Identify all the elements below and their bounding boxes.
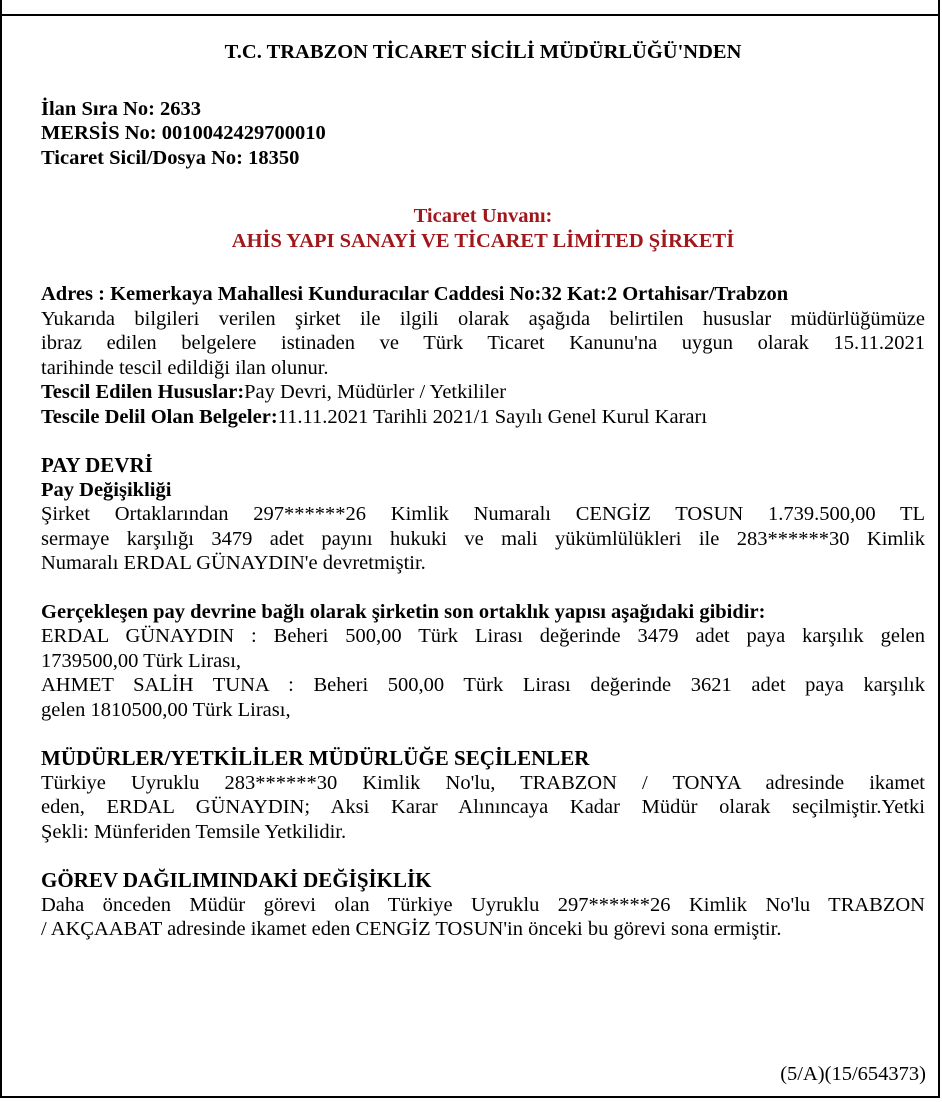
sicil-label: Ticaret Sicil/Dosya No: xyxy=(41,146,249,169)
ilan-sira-no xyxy=(41,97,925,122)
ortak-1-line-1: ERDAL GÜNAYDIN : Beheri 500,00 Türk Lirası değerinde 3479 adet paya karşılık gelen xyxy=(41,625,925,647)
ilan-value: 2633 xyxy=(160,97,202,120)
pay-devri-line-2: sermaye karşılığı 3479 adet payını hukuki ve mali yükümlülükleri ile 283******30 Kimlik xyxy=(41,527,925,550)
belgeler-line xyxy=(41,405,925,430)
page-title: T.C. TRABZON TİCARET SİCİLİ MÜDÜRLÜĞÜ'NDEN xyxy=(224,41,742,63)
mudurler-line-2: eden, ERDAL GÜNAYDIN; Aksi Karar Alınıncaya Kadar Müdür olarak seçilmiştir.Yetki xyxy=(41,796,925,818)
announcement-code: (5/A)(15/654373) xyxy=(780,1063,926,1085)
mersis-label: MERSİS No: xyxy=(41,122,162,144)
frame-top-border xyxy=(0,14,940,16)
ilan-label: İlan Sıra No: xyxy=(41,97,161,120)
address-label: Adres : xyxy=(41,283,111,305)
pay-devri-line-1: Şirket Ortaklarından 297******26 Kimlik Numaralı CENGİZ TOSUN 1.739.500,00 TL xyxy=(41,503,925,525)
gorev-line-2: / AKÇAABAT adresinde ikamet eden CENGİZ TOSUN'in önceki bu görevi sona ermiştir. xyxy=(41,918,782,940)
pay-devri-section xyxy=(41,453,925,576)
mersis-value: 0010042429700010 xyxy=(161,122,326,144)
ortak-2-line-1: AHMET SALİH TUNA : Beheri 500,00 Türk Lirası değerinde 3621 adet paya karşılık xyxy=(41,674,925,696)
intro-line-2: ibraz edilen belgelere istinaden ve Türk Ticaret Kanunu'na uygun olarak 15.11.2021 xyxy=(41,332,925,354)
tescil-value: Pay Devri, Müdürler / Yetkililer xyxy=(244,381,507,403)
pay-devri-line-3: Numaralı ERDAL GÜNAYDIN'e devretmiştir. xyxy=(41,552,426,574)
tescil-label: Tescil Edilen Hususlar: xyxy=(41,381,245,403)
trade-name-label: Ticaret Unvanı: xyxy=(413,205,553,227)
pay-devri-title: PAY DEVRİ xyxy=(41,453,153,477)
ortak-2-line-2: gelen 1810500,00 Türk Lirası, xyxy=(41,698,291,721)
intro-line-3: tarihinde tescil edildiği ilan olunur. xyxy=(41,356,329,379)
announcement-body xyxy=(41,40,925,942)
address-line xyxy=(41,282,925,307)
mersis-no xyxy=(41,121,925,146)
mudurler-section xyxy=(41,746,925,844)
frame-right-border xyxy=(938,0,940,1098)
registry-ids xyxy=(41,97,925,171)
ortaklik-title: Gerçekleşen pay devrine bağlı olarak şirketin son ortaklık yapısı aşağıdaki gibidir: xyxy=(41,600,766,623)
intro-line-1: Yukarıda bilgileri verilen şirket ile ilgili olarak aşağıda belirtilen hususlar müdürlüğümüze xyxy=(41,307,925,330)
pay-degisikligi-subtitle: Pay Değişikliği xyxy=(41,478,172,501)
ortaklik-section xyxy=(41,600,925,723)
gorev-section xyxy=(41,868,925,942)
tescil-line xyxy=(41,380,925,405)
gorev-title: GÖREV DAĞILIMINDAKİ DEĞİŞİKLİK xyxy=(41,868,432,892)
gorev-line-1: Daha önceden Müdür görevi olan Türkiye Uyruklu 297******26 Kimlik No'lu TRABZON xyxy=(41,893,925,916)
mudurler-line-1: Türkiye Uyruklu 283******30 Kimlik No'lu, TRABZON / TONYA adresinde ikamet xyxy=(41,771,925,794)
address-value: Kemerkaya Mahallesi Kunduracılar Caddesi No:32 Kat:2 Ortahisar/Trabzon xyxy=(110,283,789,305)
belgeler-value: 11.11.2021 Tarihli 2021/1 Sayılı Genel Kurul Kararı xyxy=(277,405,708,428)
frame-bottom-border xyxy=(0,1096,940,1098)
frame-left-border xyxy=(0,0,2,1098)
mudurler-title: MÜDÜRLER/YETKİLİLER MÜDÜRLÜĞE SEÇİLENLER xyxy=(41,746,590,770)
belgeler-label: Tescile Delil Olan Belgeler: xyxy=(41,405,278,428)
sicil-value: 18350 xyxy=(248,146,300,169)
trade-name-block xyxy=(41,204,925,253)
trade-name-value: AHİS YAPI SANAYİ VE TİCARET LİMİTED ŞİRKETİ xyxy=(231,229,735,252)
ortak-1-line-2: 1739500,00 Türk Lirası, xyxy=(41,649,242,672)
address-and-registration xyxy=(41,282,925,429)
mudurler-line-3: Şekli: Münferiden Temsile Yetkilidir. xyxy=(41,820,347,843)
sicil-no xyxy=(41,146,925,171)
